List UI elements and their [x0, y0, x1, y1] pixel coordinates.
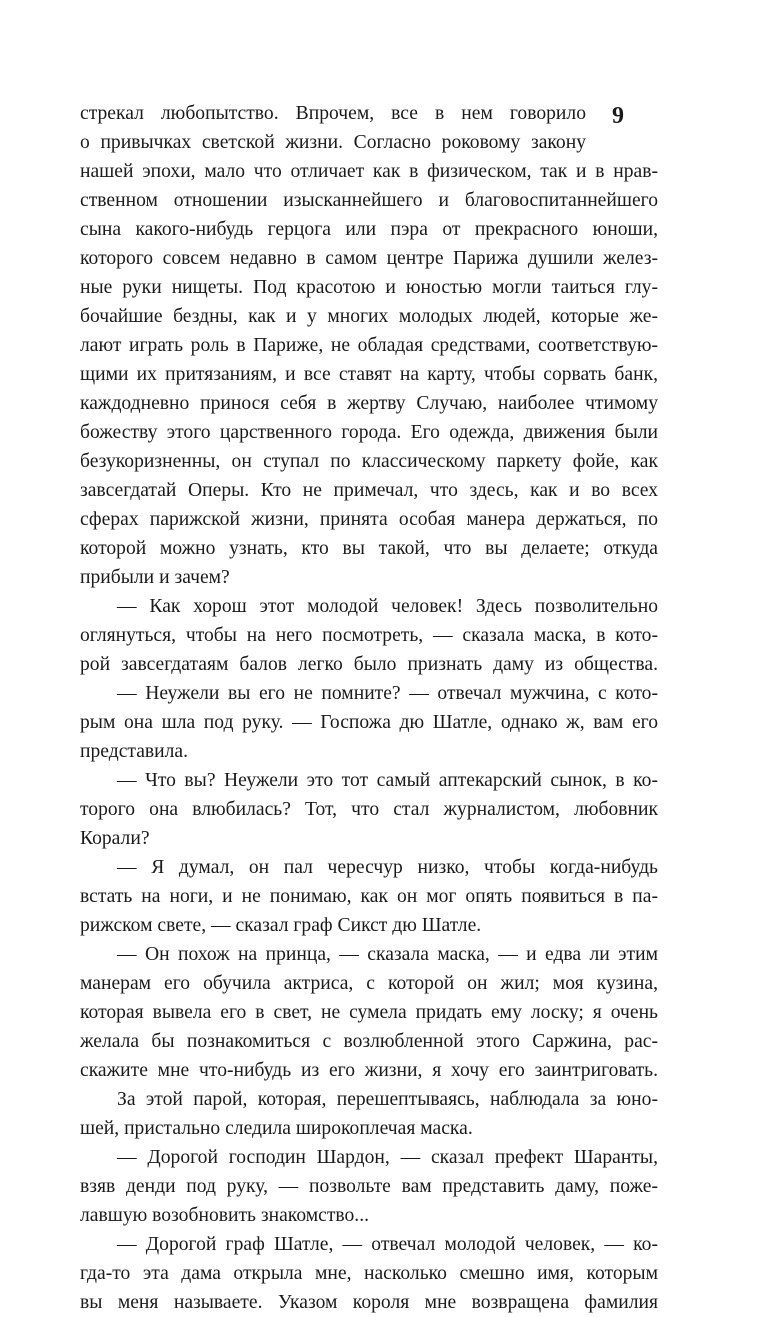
text-line: которого совсем недавно в самом центре Парижа душили желез-	[80, 248, 658, 269]
text-line: шей, пристально следила широкоплечая маска.	[80, 1118, 473, 1139]
text-line: — Я думал, он пал чересчур низко, чтобы когда-нибудь	[117, 857, 658, 878]
text-line: манерам его обучила актриса, с которой он жил; моя кузина,	[80, 973, 658, 994]
text-line: ные руки нищеты. Под красотою и юностью могли таиться глу-	[80, 277, 658, 298]
text-line: встать на ноги, и не понимаю, как он мог опять появиться в па-	[80, 886, 658, 907]
text-line: взяв денди под руку, — позвольте вам представить даму, поже-	[80, 1176, 658, 1197]
text-line: торого она влюбилась? Тот, что стал журналистом, любовник	[80, 799, 658, 820]
text-line: каждодневно принося себя в жертву Случаю, наиболее чтимому	[80, 393, 658, 414]
text-line: рой завсегдатаям балов легко было признать даму из общества.	[80, 654, 658, 675]
text-line: которая вывела его в свет, не сумела придать ему лоску; я очень	[80, 1002, 658, 1023]
text-line: — Дорогой граф Шатле, — отвечал молодой человек, — ко-	[117, 1234, 658, 1255]
text-line: лавшую возобновить знакомство...	[80, 1205, 370, 1226]
text-line: — Он похож на принца, — сказала маска, — и едва ли этим	[117, 944, 658, 965]
body-text	[80, 99, 658, 1317]
page-number: 9	[612, 103, 624, 129]
text-line: нашей эпохи, мало что отличает как в физическом, так и в нрав-	[80, 161, 658, 182]
text-line: скажите мне что-нибудь из его жизни, я хочу его заинтриговать.	[80, 1060, 658, 1081]
text-line: щими их притязаниям, и все ставят на карту, чтобы сорвать банк,	[80, 364, 658, 385]
text-line: Корали?	[80, 828, 150, 849]
text-line: — Как хорош этот молодой человек! Здесь позволительно	[117, 596, 658, 617]
text-line: прибыли и зачем?	[80, 567, 230, 588]
text-line: сферах парижской жизни, принята особая манера держаться, по	[80, 509, 658, 530]
text-line: — Что вы? Неужели это тот самый аптекарский сынок, в ко-	[117, 770, 658, 791]
text-line: стрекал любопытство. Впрочем, все в нем говорило	[80, 103, 586, 124]
text-line: завсегдатай Оперы. Кто не примечал, что здесь, как и во всех	[80, 480, 658, 501]
text-line: лают играть роль в Париже, не обладая средствами, соответствую-	[80, 335, 658, 356]
text-line: безукоризненны, он ступал по классическому паркету фойе, как	[80, 451, 658, 472]
text-line: желала бы познакомиться с возлюбленной этого Саржина, рас-	[80, 1031, 658, 1052]
text-line: оглянуться, чтобы на него посмотреть, — сказала маска, в кото-	[80, 625, 658, 646]
text-line: бочайшие бездны, как и у многих молодых людей, которые же-	[80, 306, 658, 327]
text-line: рым она шла под руку. — Госпожа дю Шатле, однако ж, вам его	[80, 712, 658, 733]
text-line: божеству этого царственного города. Его одежда, движения были	[80, 422, 658, 443]
text-line: — Дорогой господин Шардон, — сказал префект Шаранты,	[117, 1147, 658, 1168]
text-line: о привычках светской жизни. Согласно роковому закону	[80, 132, 586, 153]
text-line: ственном отношении изысканнейшего и благовоспитаннейшего	[80, 190, 658, 211]
text-line: вы меня называете. Указом короля мне возвращена фамилия	[80, 1292, 658, 1313]
text-line: — Неужели вы его не помните? — отвечал мужчина, с кото-	[117, 683, 658, 704]
text-line: гда-то эта дама открыла мне, насколько смешно имя, которым	[80, 1263, 658, 1284]
text-line: сына какого-нибудь герцога или пэра от прекрасного юноши,	[80, 219, 658, 240]
text-line: представила.	[80, 741, 188, 762]
text-line: которой можно узнать, кто вы такой, что вы делаете; откуда	[80, 538, 658, 559]
text-line: За этой парой, которая, перешептываясь, наблюдала за юно-	[117, 1089, 658, 1110]
text-line: рижском свете, — сказал граф Сикст дю Шатле.	[80, 915, 482, 936]
